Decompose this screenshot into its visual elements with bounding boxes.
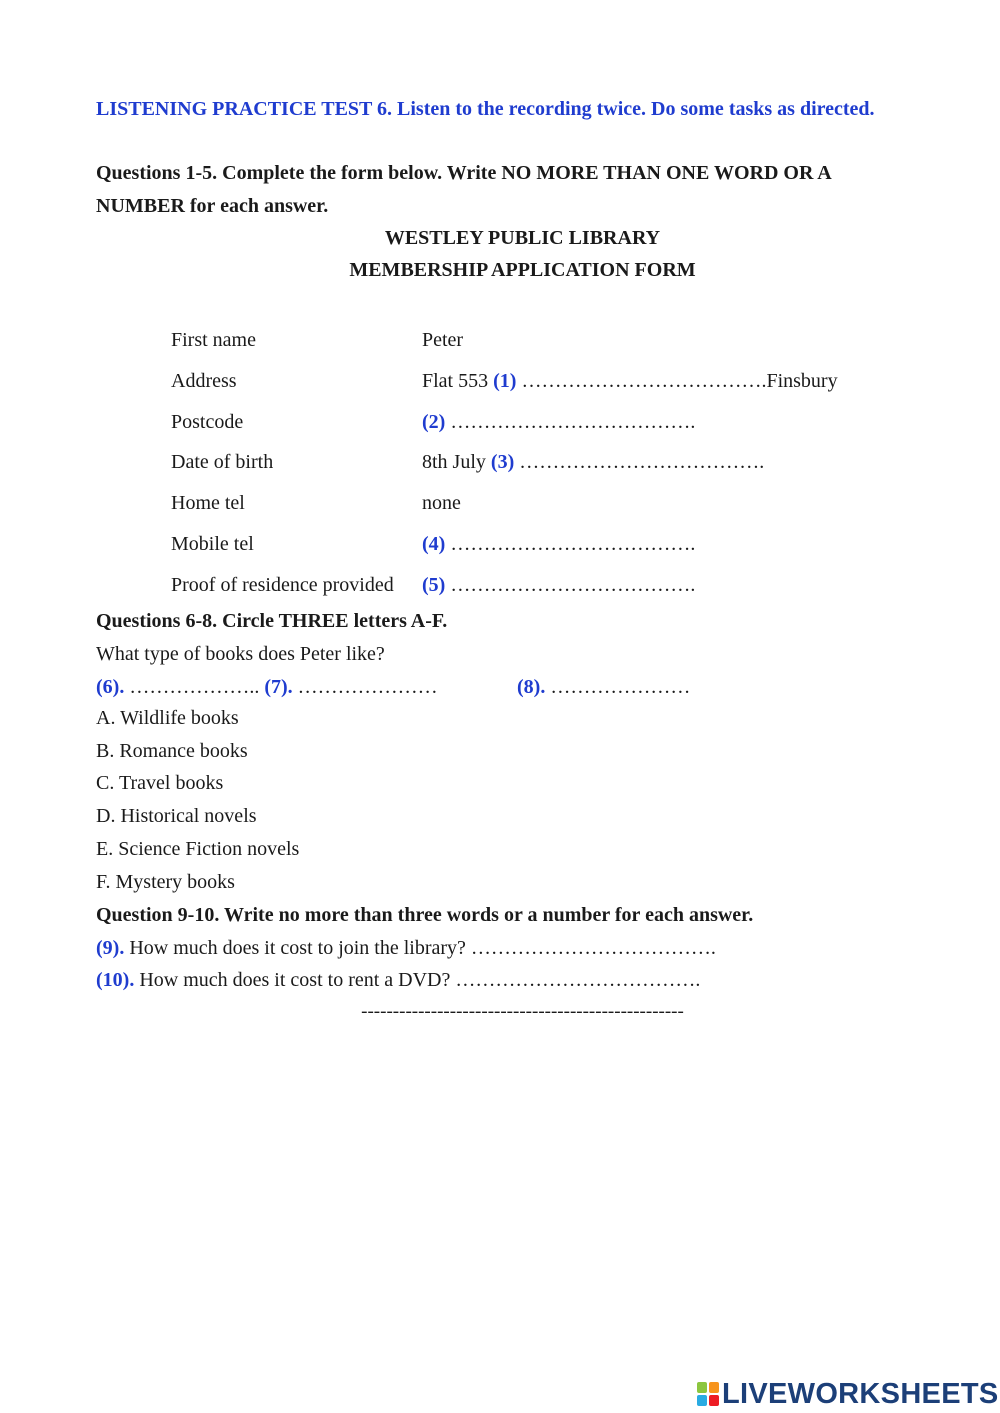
logo-icon <box>697 1382 719 1406</box>
answer-blank-8[interactable]: ………………… <box>545 676 691 698</box>
option-f: F. Mystery books <box>96 871 235 893</box>
form-value-mobile-tel <box>422 532 695 556</box>
answer-blank-6[interactable]: ……………….. <box>124 676 265 698</box>
question-number-10: (10). <box>96 969 135 991</box>
form-value-postcode <box>422 410 695 434</box>
option-c: C. Travel books <box>96 772 224 794</box>
value-text: none <box>422 492 461 514</box>
form-label-address: Address <box>171 370 237 392</box>
form-label-home-tel: Home tel <box>171 492 245 514</box>
option-d: D. Historical novels <box>96 805 257 827</box>
answer-blank-4[interactable]: ………………………………. <box>445 533 696 555</box>
question-number-2: (2) <box>422 411 446 433</box>
section1-instruction-line1: Questions 1-5. Complete the form below. Write NO MORE THAN ONE WORD OR A <box>96 162 832 184</box>
form-label-mobile-tel: Mobile tel <box>171 533 254 555</box>
section1-instruction-line2: NUMBER for each answer. <box>96 195 329 217</box>
option-b: B. Romance books <box>96 740 248 762</box>
form-value-address <box>422 369 838 393</box>
form-label-date-of-birth: Date of birth <box>171 451 274 473</box>
answer-blank-5[interactable]: ………………………………. <box>445 574 696 596</box>
question-10 <box>96 968 700 992</box>
test-title: LISTENING PRACTICE TEST 6. Listen to the recording twice. Do some tasks as directed. <box>96 98 875 120</box>
value-text: 8th July <box>422 451 491 473</box>
form-label-postcode: Postcode <box>171 411 244 433</box>
question-number-5: (5) <box>422 574 446 596</box>
question-number-7: (7). <box>264 676 293 698</box>
form-value-date-of-birth <box>422 450 764 474</box>
answer-blank-2[interactable]: ………………………………. <box>445 411 696 433</box>
liveworksheets-logo <box>697 1378 999 1410</box>
question-number-6: (6). <box>96 676 125 698</box>
form-label-first-name: First name <box>171 329 256 351</box>
answer-blank-3[interactable]: ………………………………. <box>514 451 765 473</box>
section2-question: What type of books does Peter like? <box>96 643 385 665</box>
answers-8 <box>517 675 690 699</box>
question-number-1: (1) <box>493 370 517 392</box>
section2-instruction: Questions 6-8. Circle THREE letters A-F. <box>96 610 448 632</box>
value-suffix: Finsbury <box>766 370 838 392</box>
form-label-proof-of-residence: Proof of residence provided <box>171 574 394 596</box>
option-e: E. Science Fiction novels <box>96 838 300 860</box>
question-10-text[interactable]: How much does it cost to rent a DVD? ………………………………. <box>134 969 701 991</box>
form-subtitle: MEMBERSHIP APPLICATION FORM <box>349 259 696 281</box>
question-number-8: (8). <box>517 676 546 698</box>
logo-text: LIVEWORKSHEETS <box>722 1377 999 1410</box>
form-value-proof-of-residence <box>422 573 695 597</box>
section3-instruction: Question 9-10. Write no more than three words or a number for each answer. <box>96 904 754 926</box>
answers-6-7 <box>96 675 438 699</box>
answer-blank-7[interactable]: ………………… <box>292 676 438 698</box>
form-title: WESTLEY PUBLIC LIBRARY <box>384 227 661 249</box>
question-9 <box>96 936 716 960</box>
answer-blank-1[interactable]: ………………………………. <box>516 370 767 392</box>
form-value-first-name <box>422 328 463 352</box>
separator: --------------------------------------------------- <box>361 1001 684 1022</box>
value-text: Peter <box>422 329 464 351</box>
question-number-4: (4) <box>422 533 446 555</box>
value-text: Flat 553 <box>422 370 494 392</box>
question-number-3: (3) <box>490 451 515 473</box>
question-9-text[interactable]: How much does it cost to join the library? ………………………………. <box>124 937 716 959</box>
option-a: A. Wildlife books <box>96 707 239 729</box>
question-number-9: (9). <box>96 937 125 959</box>
form-value-home-tel <box>422 491 461 515</box>
